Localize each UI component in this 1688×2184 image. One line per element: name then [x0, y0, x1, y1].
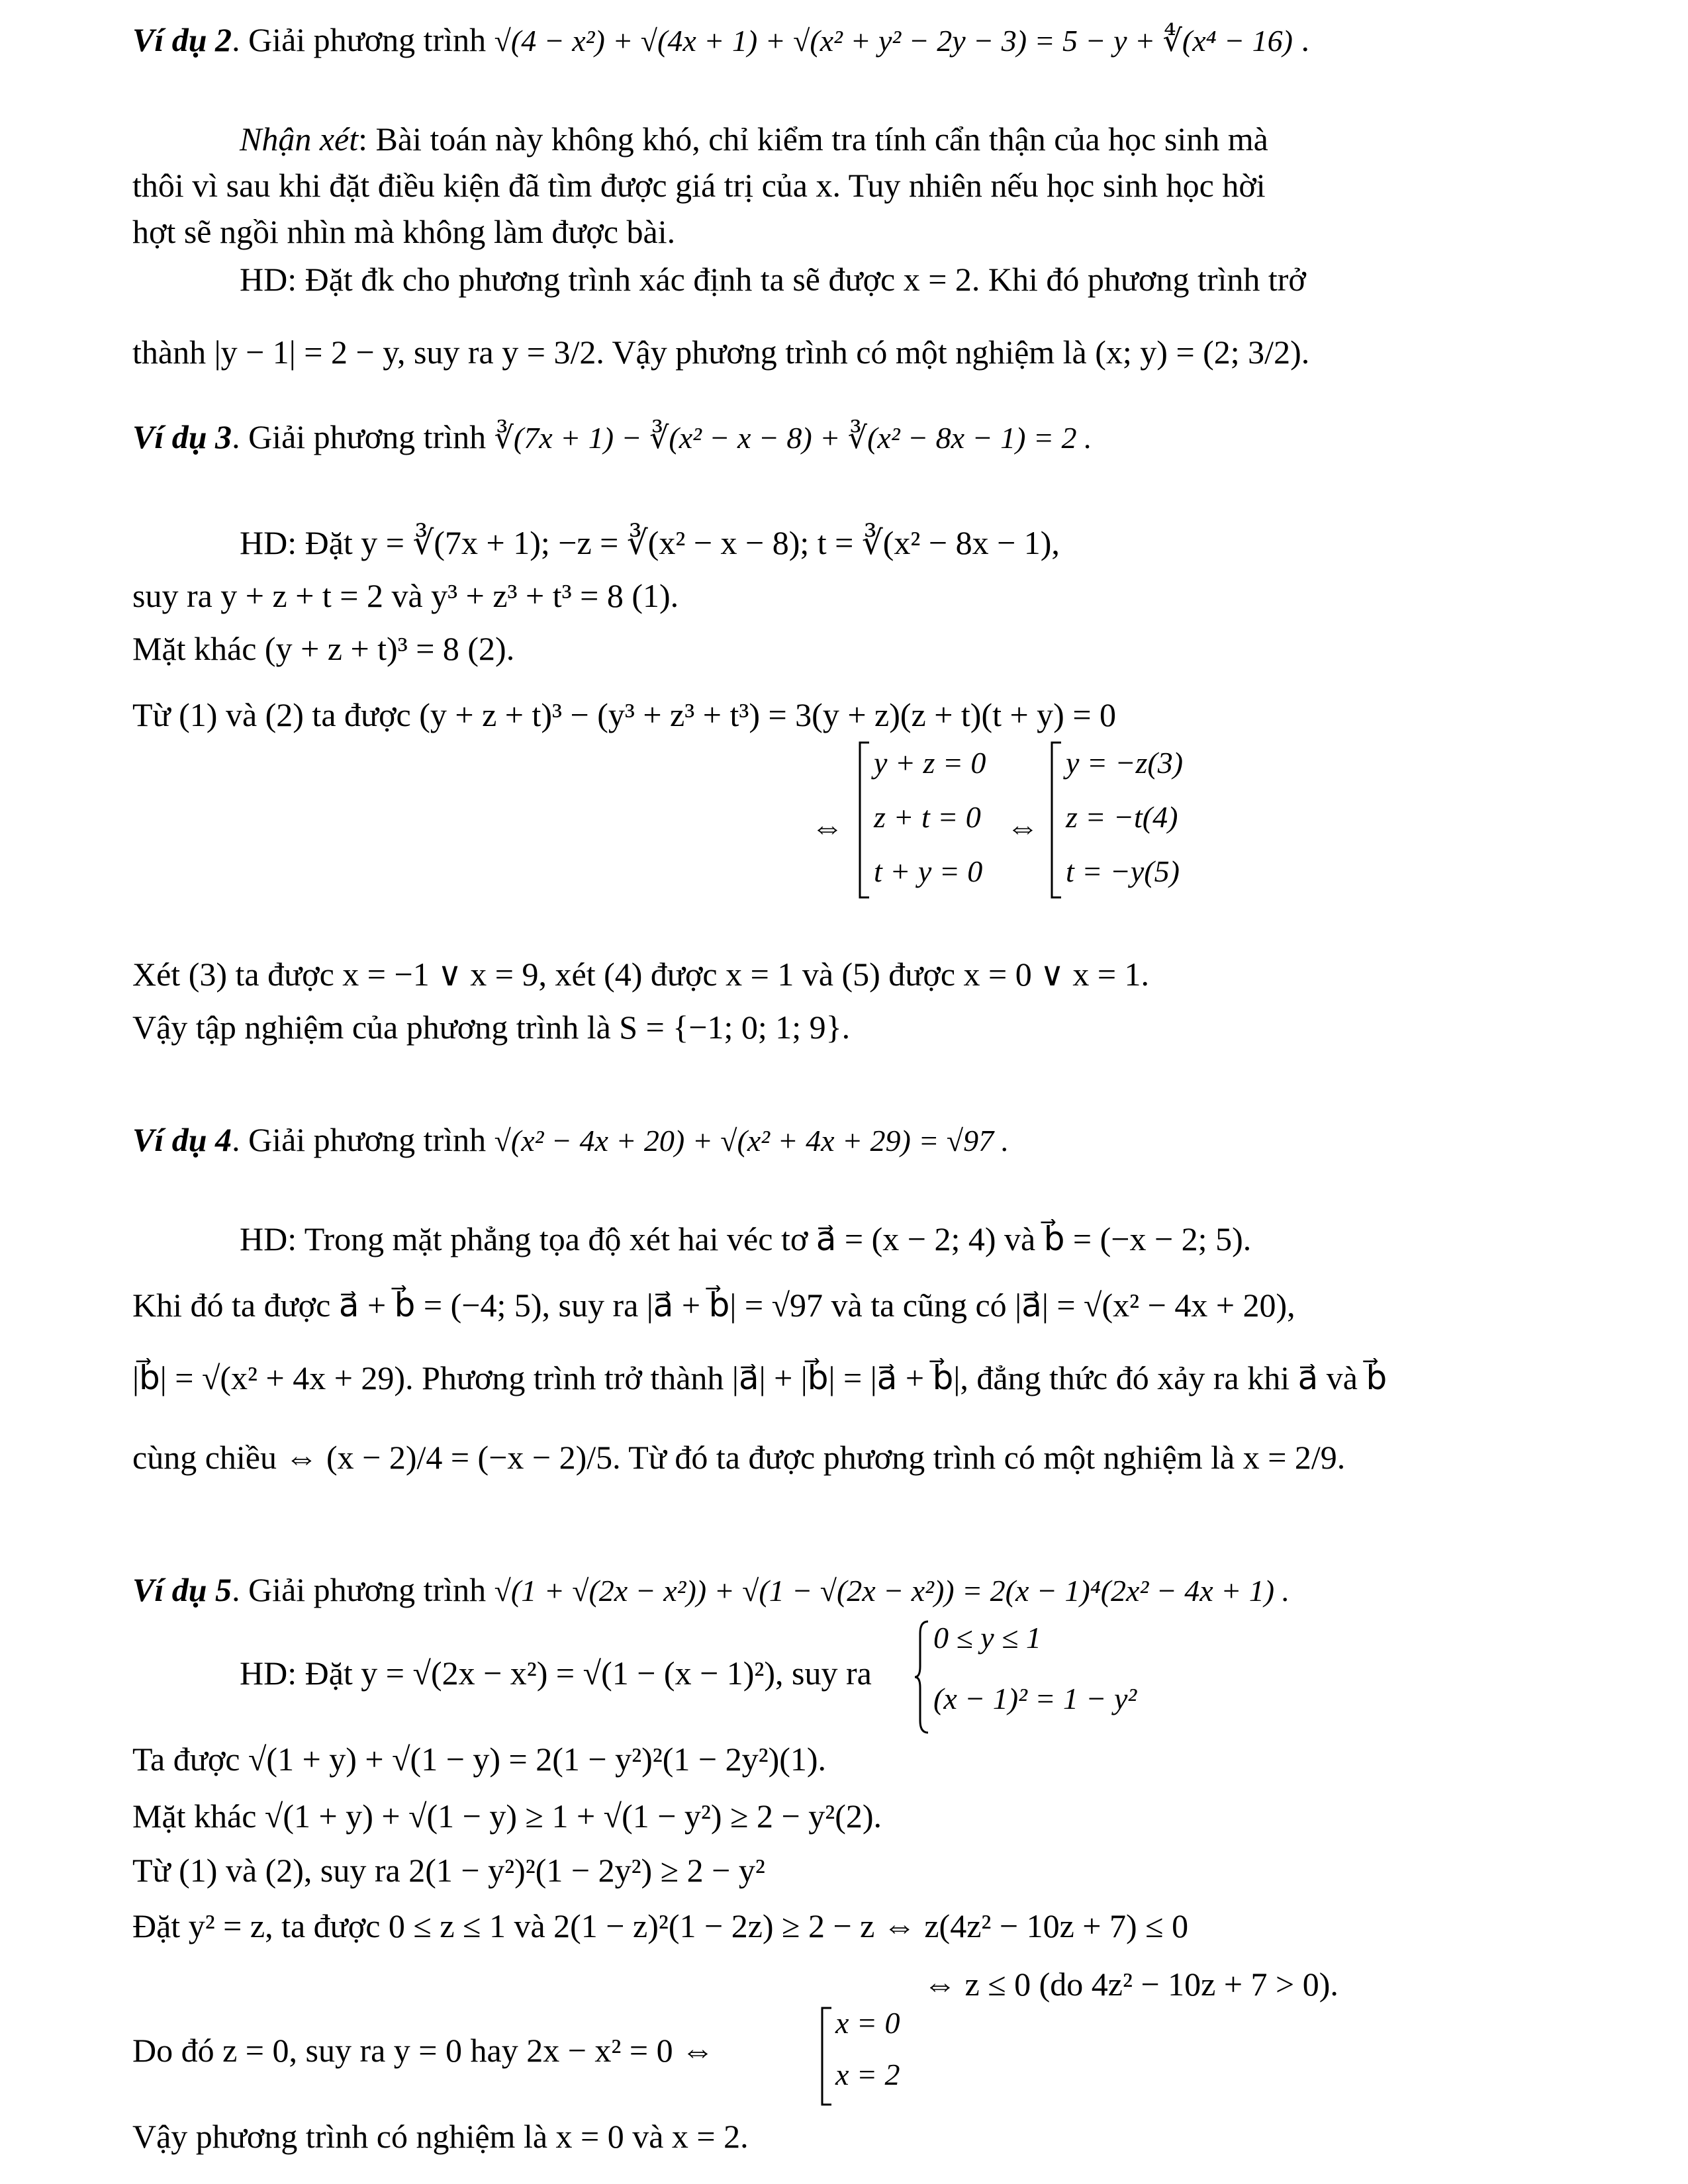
vd5-equation: √(1 + √(2x − x²)) + √(1 − √(2x − x²)) = 2(x − 1)⁴(2x² − 4x + 1) .	[494, 1574, 1290, 1608]
vd5-line-2: Ta được √(1 + y) + √(1 − y) = 2(1 − y²)²(1 − 2y²)(1).	[132, 1741, 827, 1778]
vd3-sys2-row-3: t = −y(5)	[1066, 854, 1180, 888]
vd3-sys2-row-1: y = −z(3)	[1066, 746, 1184, 780]
vd2-label: Ví dụ 2	[132, 21, 232, 58]
vd4-hint-line-1: HD: Trong mặt phẳng tọa độ xét hai véc tơ a⃗ = (x − 2; 4) và b⃗ = (−x − 2; 5).	[240, 1220, 1252, 1257]
vd5-text: . Giải phương trình	[232, 1571, 494, 1608]
vd4-equation: √(x² − 4x + 20) + √(x² + 4x + 29) = √97 .	[494, 1124, 1009, 1158]
vd5-line-3: Mặt khác √(1 + y) + √(1 − y) ≥ 1 + √(1 − y²) ≥ 2 − y²(2).	[132, 1797, 882, 1835]
vd2-hint-line-2: thành |y − 1| = 2 − y, suy ra y = 3/2. Vậy phương trình có một nghiệm là (x; y) = (2; 3/2).	[132, 334, 1310, 371]
vd2-remark-label: Nhận xét	[240, 120, 359, 158]
vd2-remark-line-2: thôi vì sau khi đặt điều kiện đã tìm được giá trị của x. Tuy nhiên nếu học sinh học hời	[132, 167, 1266, 204]
vd5-sys2-row-2: x = 2	[835, 2058, 900, 2091]
vd3-sys2-row-2: z = −t(4)	[1066, 800, 1178, 834]
vd5-line-6: ⇔ z ≤ 0 (do 4z² − 10z + 7 > 0).	[923, 1966, 1338, 2003]
vd5-heading	[132, 1569, 1289, 1612]
vd3-text: . Giải phương trình	[232, 418, 494, 455]
vd3-sys1-row-1: y + z = 0	[874, 746, 986, 780]
vd3-line-6: Vậy tập nghiệm của phương trình là S = {−1; 0; 1; 9}.	[132, 1009, 851, 1046]
vd2-heading	[132, 19, 1309, 62]
vd4-text: . Giải phương trình	[232, 1121, 494, 1158]
vd3-bracket-1	[857, 741, 870, 899]
vd5-sys-row-2: (x − 1)² = 1 − y²	[933, 1682, 1137, 1715]
vd5-sys-row-1: 0 ≤ y ≤ 1	[933, 1621, 1041, 1655]
vd2-hint-line-1: HD: Đặt đk cho phương trình xác định ta sẽ được x = 2. Khi đó phương trình trở	[240, 261, 1306, 298]
vd4-line-4: cùng chiều ⇔ (x − 2)/4 = (−x − 2)/5. Từ đó ta được phương trình có một nghiệm là x = 2/9.	[132, 1439, 1346, 1476]
vd3-line-2: suy ra y + z + t = 2 và y³ + z³ + t³ = 8 (1).	[132, 577, 679, 614]
vd4-line-3: |b⃗| = √(x² + 4x + 29). Phương trình trở thành |a⃗| + |b⃗| = |a⃗ + b⃗|, đẳng thức đó xảy ra khi a⃗ và b⃗	[132, 1359, 1387, 1396]
vd3-bracket-2	[1049, 741, 1062, 899]
vd3-sys1-row-3: t + y = 0	[874, 854, 983, 888]
vd5-line-7: Do đó z = 0, suy ra y = 0 hay 2x − x² = 0 ⇔	[132, 2032, 715, 2069]
vd4-line-2: Khi đó ta được a⃗ + b⃗ = (−4; 5), suy ra |a⃗ + b⃗| = √97 và ta cũng có |a⃗| = √(x² − 4x + 20),	[132, 1287, 1295, 1324]
vd3-heading	[132, 416, 1092, 459]
vd3-equation: ∛(7x + 1) − ∛(x² − x − 8) + ∛(x² − 8x − 1) = 2 .	[494, 421, 1092, 455]
vd3-hint-line-1: HD: Đặt y = ∛(7x + 1); −z = ∛(x² − x − 8); t = ∛(x² − 8x − 1),	[240, 524, 1060, 561]
vd5-line-5: Đặt y² = z, ta được 0 ≤ z ≤ 1 và 2(1 − z)²(1 − 2z) ≥ 2 − z ⇔ z(4z² − 10z + 7) ≤ 0	[132, 1907, 1189, 1944]
vd4-label: Ví dụ 4	[132, 1121, 232, 1158]
vd5-line-4: Từ (1) và (2), suy ra 2(1 − y²)²(1 − 2y²) ≥ 2 − y²	[132, 1852, 765, 1889]
vd2-remark-line-1	[240, 118, 1268, 160]
vd3-sys1-row-2: z + t = 0	[874, 800, 981, 834]
vd5-bracket	[820, 2007, 833, 2106]
vd5-sys2-row-1: x = 0	[835, 2006, 900, 2040]
vd3-label: Ví dụ 3	[132, 418, 232, 455]
vd2-end: .	[1292, 21, 1309, 58]
vd2-remark-line-3: hợt sẽ ngồi nhìn mà không làm được bài.	[132, 213, 676, 250]
vd2-equation: √(4 − x²) + √(4x + 1) + √(x² + y² − 2y − 3) = 5 − y + ∜(x⁴ − 16)	[494, 24, 1293, 58]
vd2-remark-text-1: : Bài toán này không khó, chỉ kiểm tra tính cẩn thận của học sinh mà	[358, 120, 1268, 158]
vd5-line-8: Vậy phương trình có nghiệm là x = 0 và x = 2.	[132, 2118, 749, 2155]
vd2-text: . Giải phương trình	[232, 21, 494, 58]
vd3-line-5: Xét (3) ta được x = −1 ∨ x = 9, xét (4) được x = 1 và (5) được x = 0 ∨ x = 1.	[132, 956, 1150, 993]
vd5-hint-line-1: HD: Đặt y = √(2x − x²) = √(1 − (x − 1)²), suy ra	[240, 1655, 872, 1692]
vd3-equiv-2: ⇔	[1006, 808, 1039, 845]
vd4-heading	[132, 1118, 1009, 1162]
vd5-label: Ví dụ 5	[132, 1571, 232, 1608]
vd3-equiv-1: ⇔	[811, 808, 844, 845]
vd3-line-4: Từ (1) và (2) ta được (y + z + t)³ − (y³ + z³ + t³) = 3(y + z)(z + t)(t + y) = 0	[132, 696, 1117, 733]
vd3-line-3: Mặt khác (y + z + t)³ = 8 (2).	[132, 630, 515, 667]
vd5-brace	[914, 1620, 929, 1734]
